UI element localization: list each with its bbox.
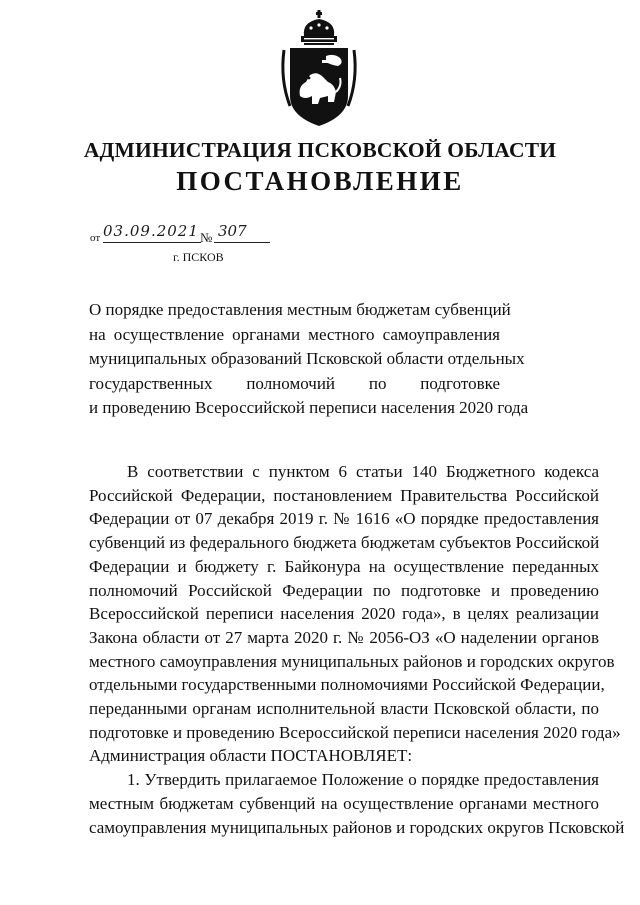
body-line: Федерации и бюджету г. Байконура на осуществление переданных — [89, 556, 599, 576]
body-line: местным бюджетам субвенций на осуществление органами местного — [89, 793, 599, 813]
body-line: отдельными государственными полномочиями Российской Федерации, — [89, 675, 605, 695]
document-body — [89, 460, 625, 839]
body-line: Федерации от 07 декабря 2019 г. № 1616 «О порядке предоставления — [89, 509, 599, 529]
body-line: полномочий Российской Федерации по подготовке и проведению — [89, 580, 599, 600]
number-sign: № — [200, 230, 213, 245]
title-line: государственных полномочий по подготовке — [89, 373, 500, 393]
pskov-coat-of-arms-icon — [278, 10, 360, 128]
body-line: 1. Утвердить прилагаемое Положение о порядке предоставления — [127, 770, 599, 790]
title-line: О порядке предоставления местным бюджетам субвенций — [89, 300, 511, 319]
body-line: местного самоуправления муниципальных районов и городских округов — [89, 651, 615, 671]
body-line: Закона области от 27 марта 2020 г. № 2056-ОЗ «О наделении органов — [89, 627, 599, 647]
handwritten-number: 307 — [218, 222, 247, 240]
title-line: на осуществление органами местного самоуправления — [89, 324, 500, 344]
city: г. ПСКОВ — [173, 250, 224, 264]
body-line: Администрация области ПОСТАНОВЛЯЕТ: — [89, 746, 413, 766]
handwritten-date: 03.09.2021 — [103, 222, 199, 240]
date-underline — [103, 242, 201, 243]
date-prefix: от — [90, 232, 101, 244]
dateline — [90, 224, 280, 246]
title-line: и проведению Всероссийской переписи населения 2020 года — [89, 398, 529, 417]
organization-name: АДМИНИСТРАЦИЯ ПСКОВСКОЙ ОБЛАСТИ — [83, 138, 557, 162]
body-line: субвенций из федерального бюджета бюджетам субъектов Российской — [89, 533, 600, 553]
body-line: Российской Федерации, постановлением Правительства Российской — [89, 485, 599, 505]
title-line: муниципальных образований Псковской области отдельных — [89, 349, 525, 368]
document-title — [89, 298, 529, 421]
body-line: Всероссийской переписи населения 2020 года», в целях реализации — [89, 604, 599, 624]
body-line: самоуправления муниципальных районов и городских округов Псковской — [89, 817, 625, 837]
body-line: В соответствии с пунктом 6 статьи 140 Бюджетного кодекса — [127, 462, 599, 481]
body-line: подготовке и проведению Всероссийской переписи населения 2020 года» — [89, 722, 621, 742]
number-underline — [214, 242, 270, 243]
document-type: ПОСТАНОВЛЕНИЕ — [176, 166, 464, 196]
body-line: переданными органам исполнительной власти Псковской области, по — [89, 699, 599, 719]
